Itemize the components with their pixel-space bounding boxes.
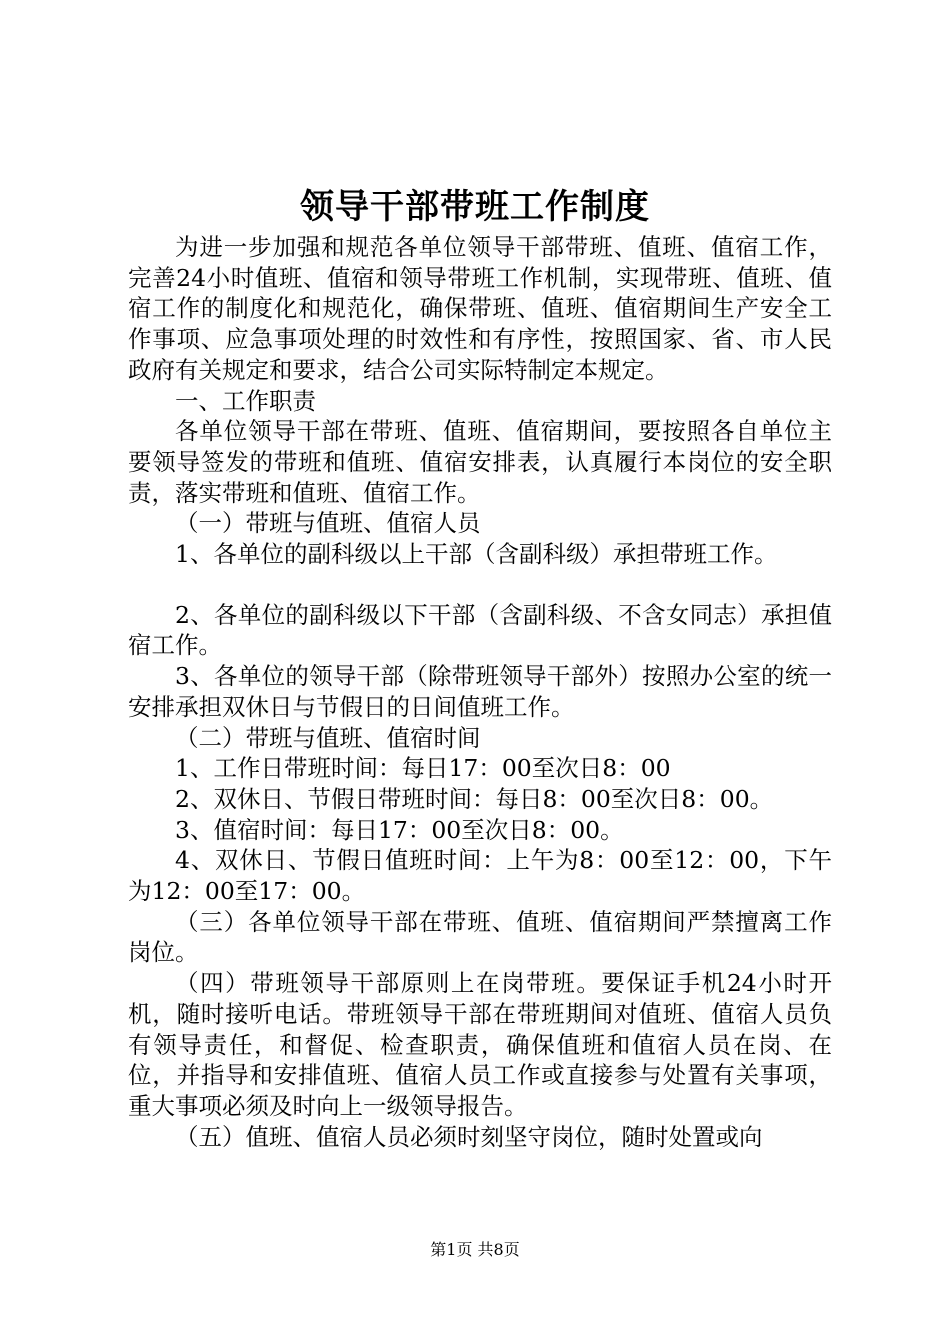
paragraph: （三）各单位领导干部在带班、值班、值宿期间严禁擅离工作岗位。 [128,907,832,967]
intro-paragraph: 为进一步加强和规范各单位领导干部带班、值班、值宿工作，完善24小时值班、值宿和领导带班工作机制，实现带班、值班、值宿工作的制度化和规范化，确保带班、值班、值宿期间生产安全工作事项、应急事项处理的时效性和有序性，按照国家、省、市人民政府有关规定和要求，结合公司实际特制定本规定。 [128,233,832,384]
paragraph: （四）带班领导干部原则上在岗带班。要保证手机24小时开机，随时接听电话。带班领导干部在带班期间对值班、值宿人员负有领导责任，和督促、检查职责，确保值班和值宿人员在岗、在位，并指导和安排值班、值宿人员工作或直接参与处置有关事项，重大事项必须及时向上一级领导报告。 [128,969,832,1120]
list-item: 3、各单位的领导干部（除带班领导干部外）按照办公室的统一安排承担双休日与节假日的日间值班工作。 [128,662,832,721]
paragraph: （五）值班、值宿人员必须时刻坚守岗位，随时处置或向 [175,1122,763,1151]
list-item: 3、值宿时间：每日17：00至次日8：00。 [175,815,624,844]
subsection-heading-personnel: （一）带班与值班、值宿人员 [175,509,481,538]
document-title: 领导干部带班工作制度 [300,187,650,227]
list-item: 2、双休日、节假日带班时间：每日8：00至次日8：00。 [175,784,774,813]
blank-line [128,570,832,600]
list-item: 1、各单位的副科级以上干部（含副科级）承担带班工作。 [175,540,778,569]
page-footer: 第1页 共8页 [430,1240,520,1259]
list-item: 4、双休日、节假日值班时间：上午为8：00至12：00，下午为12：00至17：00。 [128,846,832,906]
list-item: 1、工作日带班时间：每日17：00至次日8：00 [175,754,671,783]
list-item: 2、各单位的副科级以下干部（含副科级、不含女同志）承担值宿工作。 [128,600,832,660]
subsection-heading-time: （二）带班与值班、值宿时间 [175,723,481,752]
document-body [128,232,832,1152]
paragraph: 各单位领导干部在带班、值班、值宿期间，要按照各自单位主要领导签发的带班和值班、值宿安排表，认真履行本岗位的安全职责，落实带班和值班、值宿工作。 [128,417,832,507]
section-heading-duties: 一、工作职责 [175,386,316,415]
